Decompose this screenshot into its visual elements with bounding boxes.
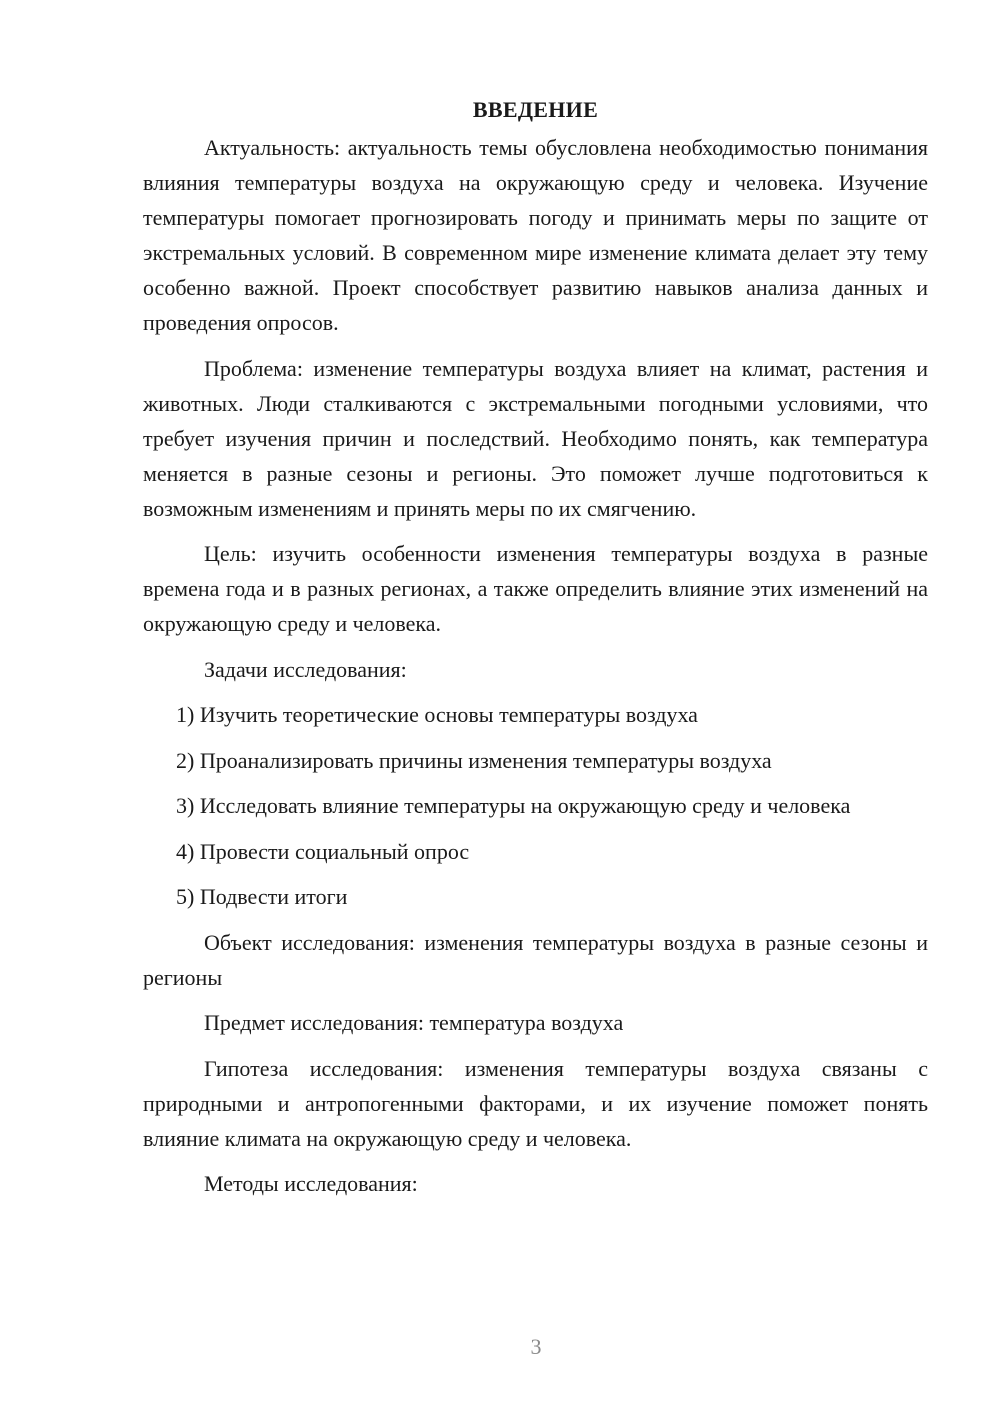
- task-item-1: 1) Изучить теоретические основы температуры воздуха: [176, 702, 698, 727]
- paragraph-relevance: Актуальность: актуальность темы обусловлена необходимостью понимания влияния температуры воздуха на окружающую среду и человека. Изучение температуры помогает прогнозировать погоду и принимать меры по защите от экстремальных условий. В современном мире изменение климата делает эту тему особенно важной. Проект способствует развитию навыков анализа данных и проведения опросов.: [143, 135, 928, 335]
- paragraph-hypothesis: Гипотеза исследования: изменения температуры воздуха связаны с природными и антропогенными факторами, и их изучение поможет понять влияние климата на окружающую среду и человека.: [143, 1055, 928, 1151]
- paragraph-subject: Предмет исследования: температура воздуха: [204, 1010, 624, 1035]
- task-item-5: 5) Подвести итоги: [176, 884, 348, 909]
- task-item-2: 2) Проанализировать причины изменения температуры воздуха: [176, 747, 772, 773]
- paragraph-methods: Методы исследования:: [204, 1171, 418, 1196]
- page-number: 3: [530, 1334, 542, 1359]
- paragraph-problem: Проблема: изменение температуры воздуха влияет на климат, растения и животных. Люди сталкиваются с экстремальными погодными условиями, что требует изучения причин и последствий. Необходимо понять, как температура меняется в разные сезоны и регионы. Это поможет лучше подготовиться к возможным изменениям и принять меры по их смягчению.: [143, 355, 928, 521]
- task-item-4: 4) Провести социальный опрос: [176, 838, 470, 864]
- paragraph-object: Объект исследования: изменения температуры воздуха в разные сезоны и регионы: [143, 929, 928, 990]
- tasks-heading: Задачи исследования:: [204, 656, 407, 682]
- page-content: [143, 92, 928, 1212]
- task-item-3: 3) Исследовать влияние температуры на окружающую среду и человека: [176, 793, 851, 818]
- paragraph-goal: Цель: изучить особенности изменения температуры воздуха в разные времена года и в разных регионах, а также определить влияние этих изменений на окружающую среду и человека.: [143, 541, 928, 636]
- page-title: ВВЕДЕНИЕ: [472, 97, 599, 122]
